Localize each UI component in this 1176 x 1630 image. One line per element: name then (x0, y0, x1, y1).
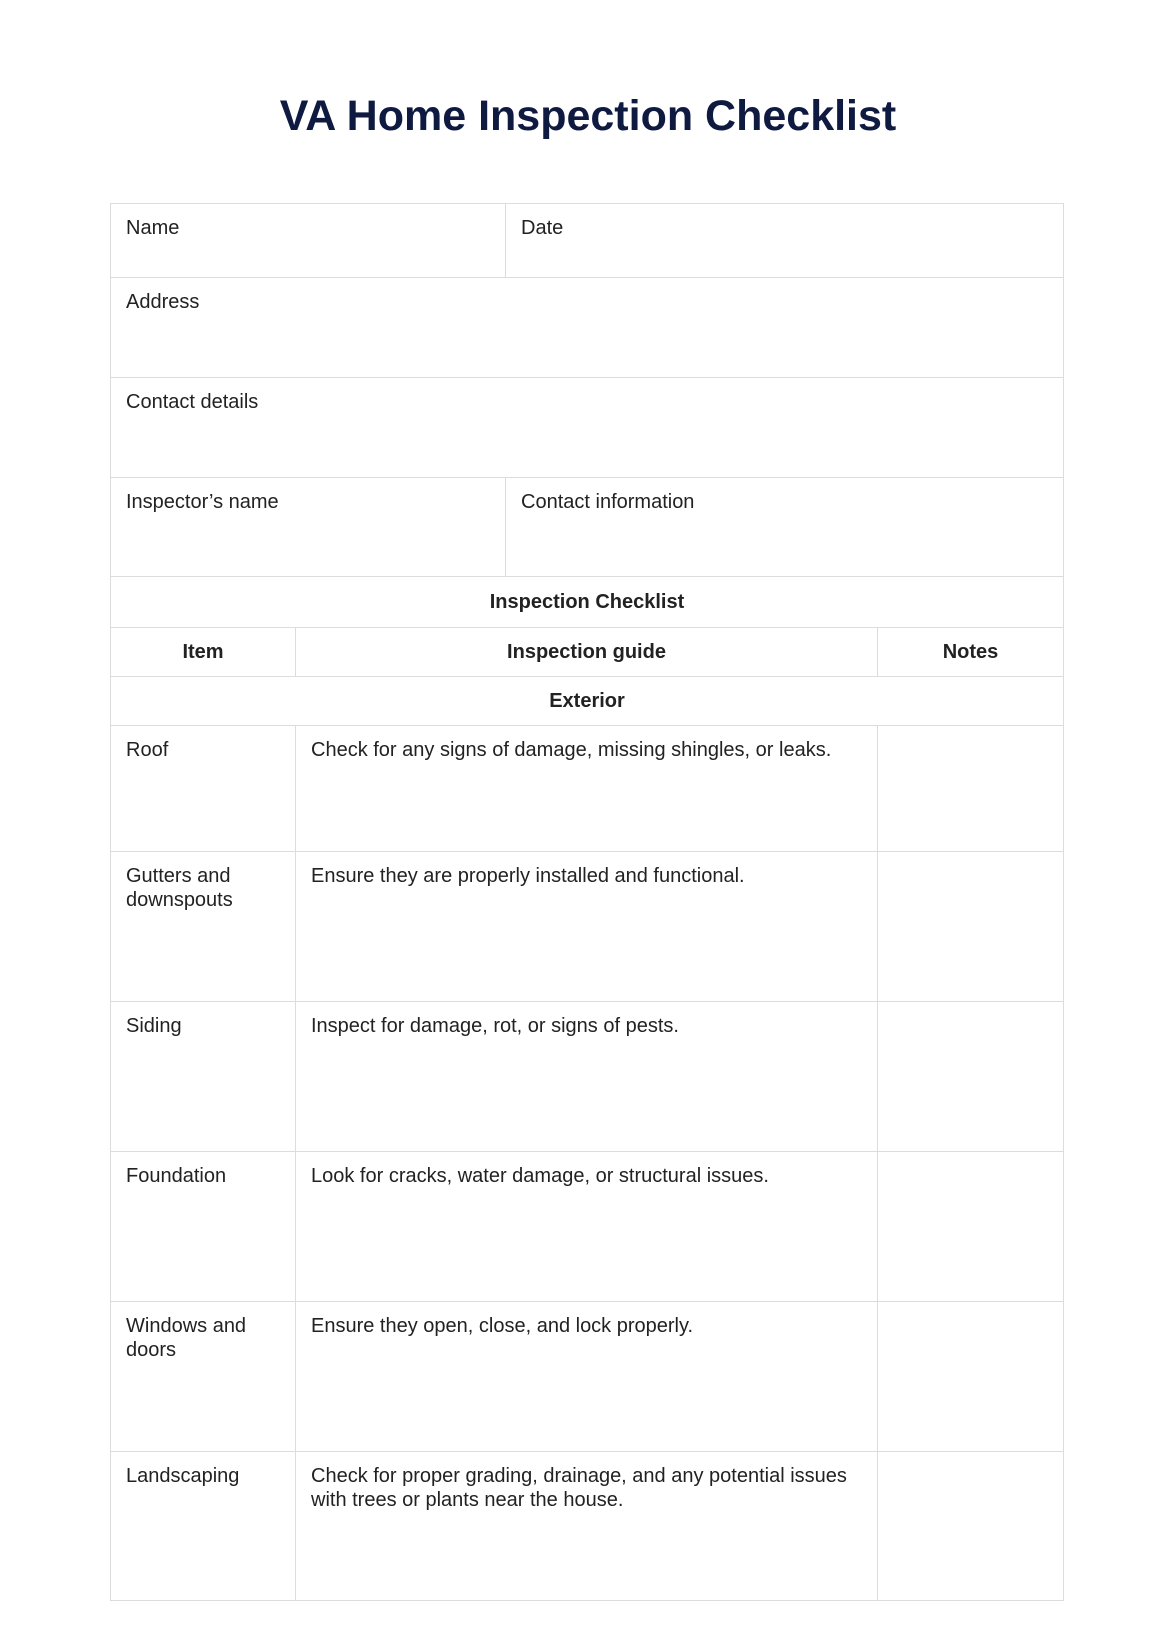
section-exterior: Exterior (111, 677, 1064, 726)
inspection-form (110, 203, 1064, 1601)
guide-cell: Inspect for damage, rot, or signs of pests. (296, 1002, 878, 1152)
column-header-item: Item (111, 628, 296, 677)
item-cell: Gutters and downspouts (111, 852, 296, 1002)
contact-details-field[interactable]: Contact details (111, 378, 1064, 478)
name-field[interactable]: Name (111, 204, 506, 278)
item-cell: Windows and doors (111, 1302, 296, 1452)
item-cell: Foundation (111, 1152, 296, 1302)
table-row (111, 726, 1064, 852)
address-field[interactable]: Address (111, 278, 1064, 378)
notes-cell[interactable] (878, 726, 1064, 852)
checklist-heading: Inspection Checklist (111, 577, 1064, 628)
notes-cell[interactable] (878, 1002, 1064, 1152)
guide-cell: Check for any signs of damage, missing shingles, or leaks. (296, 726, 878, 852)
column-header-guide: Inspection guide (296, 628, 878, 677)
inspector-name-field[interactable]: Inspector’s name (111, 478, 506, 577)
notes-cell[interactable] (878, 1152, 1064, 1302)
guide-cell: Look for cracks, water damage, or structural issues. (296, 1152, 878, 1302)
date-field[interactable]: Date (506, 204, 1064, 278)
page-title: VA Home Inspection Checklist (279, 92, 897, 140)
guide-cell: Ensure they are properly installed and functional. (296, 852, 878, 1002)
table-row (111, 1002, 1064, 1152)
guide-cell: Ensure they open, close, and lock properly. (296, 1302, 878, 1452)
notes-cell[interactable] (878, 1302, 1064, 1452)
table-row (111, 852, 1064, 1002)
table-row (111, 1302, 1064, 1452)
table-row (111, 1152, 1064, 1302)
column-header-notes: Notes (878, 628, 1064, 677)
guide-cell: Check for proper grading, drainage, and any potential issues with trees or plants near the house. (296, 1452, 878, 1601)
notes-cell[interactable] (878, 852, 1064, 1002)
contact-information-field[interactable]: Contact information (506, 478, 1064, 577)
item-cell: Roof (111, 726, 296, 852)
table-row (111, 1452, 1064, 1601)
notes-cell[interactable] (878, 1452, 1064, 1601)
item-cell: Landscaping (111, 1452, 296, 1601)
item-cell: Siding (111, 1002, 296, 1152)
